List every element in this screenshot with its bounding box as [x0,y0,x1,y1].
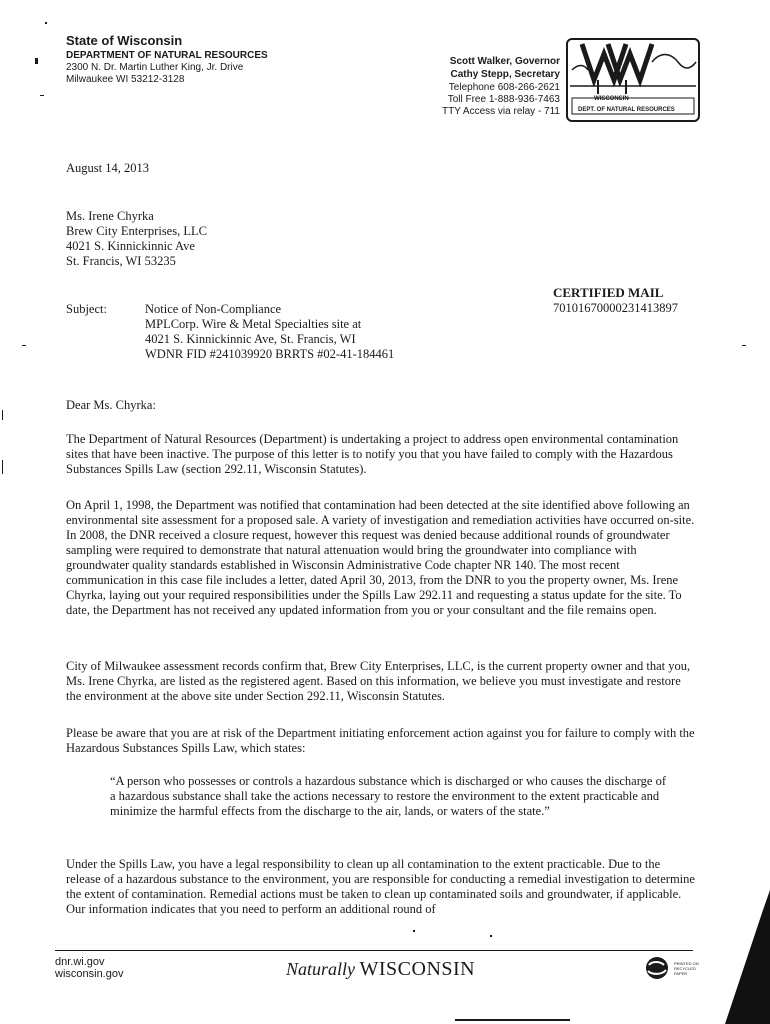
footer-divider [55,950,693,951]
recipient-name: Ms. Irene Chyrka [66,209,154,223]
recipient-company: Brew City Enterprises, LLC [66,224,207,238]
scan-shadow-edge [725,890,770,1024]
scan-bottom-mark [455,1019,570,1021]
paragraph-history: On April 1, 1998, the Department was notified that contamination had been detected at the site identified above following an environmental site assessment for a proposed sale. A variety of investigation and remediation activities have occurred on-site. In 2008, the DNR received a closure request, however this request was denied because additional rounds of groundwater sampling were required to demonstrate that natural attenuation would bring the groundwater into compliance with groundwater quality standards established in Wisconsin Administrative Code chapter NR 140. The most recent communication in this case file includes a letter, dated April 30, 2013, from the DNR to you the property owner, Ms. Irene Chyrka, laying out your required responsibilities under the Spills Law 292.11 and requesting a status update for the site. To date, the Department has not received any updated information from you or your consultant and the file remains open. [66,498,695,617]
subject-line-4: WDNR FID #241039920 BRRTS #02-41-184461 [145,347,395,361]
logo-text-wisconsin: WISCONSIN [594,96,629,102]
scan-speck [742,345,746,346]
naturally-wisconsin-tagline [286,958,475,981]
scan-speck [40,95,44,96]
recipient-city: St. Francis, WI 53235 [66,254,176,268]
scan-speck [490,935,492,937]
certified-mail-label: CERTIFIED MAIL [553,285,664,300]
agency-name: State of Wisconsin [66,33,183,48]
subject-line-2: MPLCorp. Wire & Metal Specialties site at [145,317,362,331]
recycled-paper-note: PRINTED ON RECYCLED PAPER [674,961,699,976]
secretary-name: Cathy Stepp, Secretary [450,69,560,80]
scan-speck [45,22,47,24]
scan-speck [2,410,3,420]
scan-speck [413,930,415,932]
recycle-globe-icon [640,955,674,981]
paragraph-ownership: City of Milwaukee assessment records confirm that, Brew City Enterprises, LLC, is the current property owner and that you, Ms. Irene Chyrka, are listed as the registered agent. Based on this information, we believe you must investigate and restore the environment at the above site under Section 292.11, Wisconsin Statutes. [66,659,691,703]
subject-line-3: 4021 S. Kinnickinnic Ave, St. Francis, WI [145,332,356,346]
telephone: Telephone 608-266-2621 [448,82,560,93]
subject-label: Subject: [66,302,107,316]
toll-free: Toll Free 1-888-936-7463 [447,94,560,105]
subject-line-1: Notice of Non-Compliance [145,302,282,316]
logo-text-dept: DEPT. OF NATURAL RESOURCES [578,107,675,113]
spills-law-quote: “A person who possesses or controls a hazardous substance which is discharged or who causes the discharge of a hazardous substance shall take the actions necessary to restore the environment to the extent practicable and minimize the harmful effects from the discharge to the air, lands, or waters of the state.” [110,774,666,818]
address-line-2: Milwaukee WI 53212-3128 [66,74,185,85]
footer-url-dnr: dnr.wi.gov [55,956,105,968]
footer-url-wisconsin: wisconsin.gov [55,968,124,980]
salutation: Dear Ms. Chyrka: [66,398,156,412]
recipient-street: 4021 S. Kinnickinnic Ave [66,239,195,253]
paragraph-intro: The Department of Natural Resources (Department) is undertaking a project to address open environmental contamination sites that have been inactive. The purpose of this letter is to notify you that you have failed to comply with the Hazardous Substances Spills Law (section 292.11, Wisconsin Statutes). [66,432,679,476]
certified-mail-number: 70101670000231413897 [553,301,678,315]
department-name: DEPARTMENT OF NATURAL RESOURCES [66,50,268,61]
address-line-1: 2300 N. Dr. Martin Luther King, Jr. Drive [66,62,244,73]
paragraph-responsibility: Under the Spills Law, you have a legal responsibility to clean up all contamination to the extent practicable. Due to the release of a hazardous substance to the environment, you are responsible for conducting a remedial investigation to determine the extent of contamination. Remedial actions must be taken to clean up contaminated soils and groundwater, if applicable. Our information indicates that you need to perform an additional round of [66,857,695,916]
paragraph-warning: Please be aware that you are at risk of the Department initiating enforcement action against you for failure to comply with the Hazardous Substances Spills Law, which states: [66,726,695,755]
tty-access: TTY Access via relay - 711 [441,106,560,117]
scan-speck [22,345,26,346]
letter-date: August 14, 2013 [66,161,149,175]
governor-name: Scott Walker, Governor [449,56,560,67]
scan-speck [35,58,38,64]
naturally-word: Naturally [286,959,356,979]
wisconsin-word: WISCONSIN [359,958,476,980]
recycled-paper-logo [640,955,720,981]
scan-speck [2,460,3,474]
